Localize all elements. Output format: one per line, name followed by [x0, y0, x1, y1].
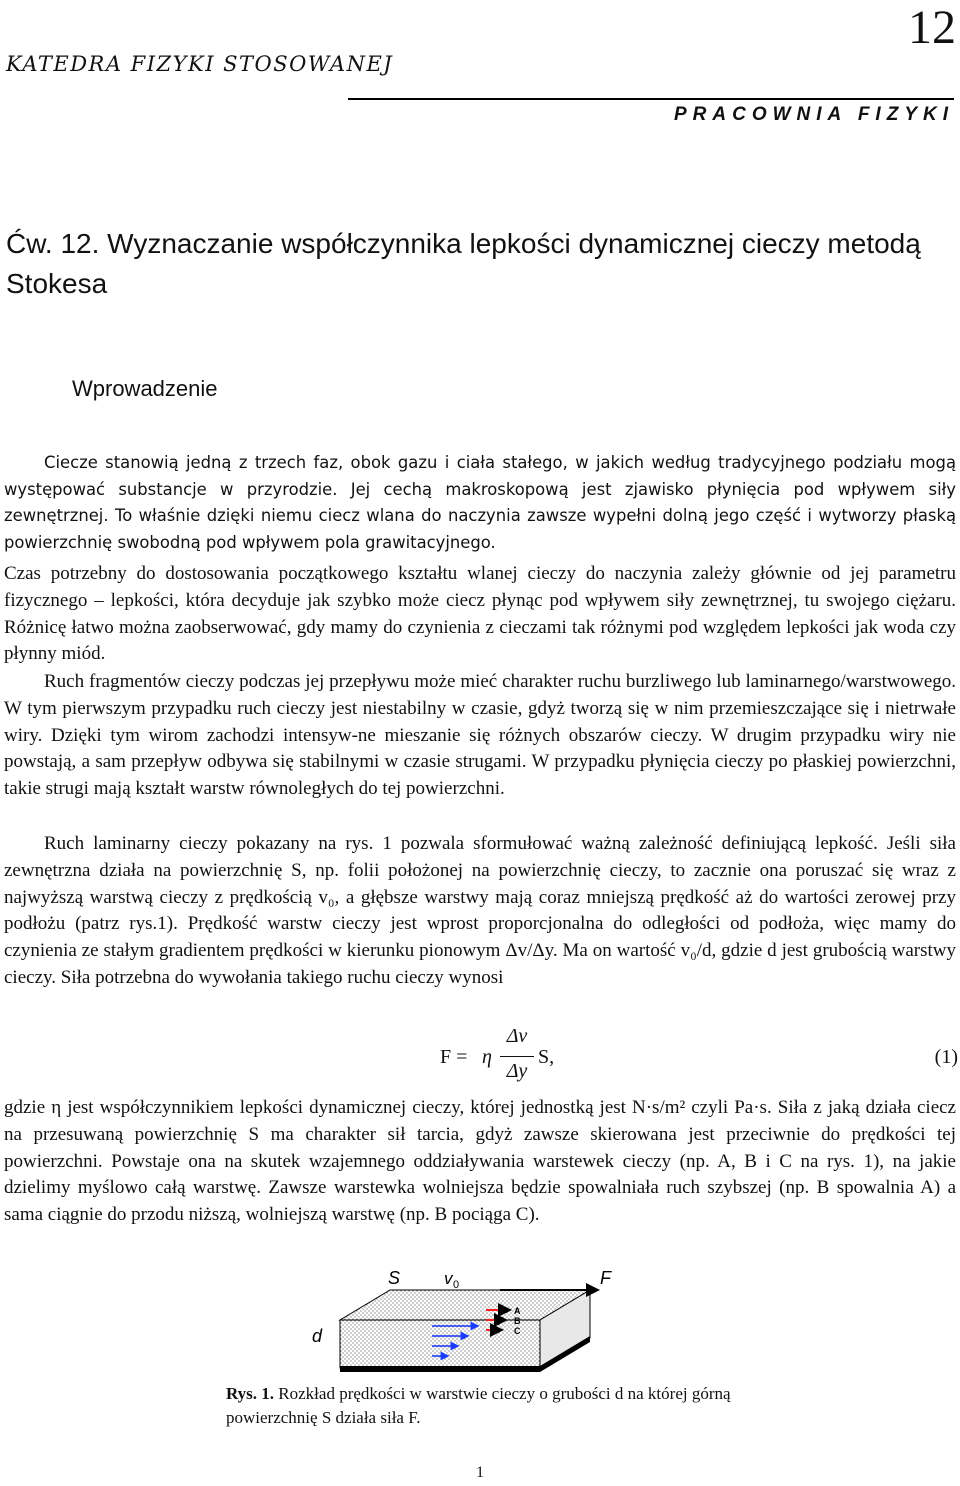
- fraction-bar: [500, 1056, 534, 1057]
- formula-fraction: [500, 1025, 534, 1088]
- document-title: Ćw. 12. Wyznaczanie współczynnika lepkości dynamicznej cieczy metodą Stokesa: [6, 228, 921, 299]
- department-name: KATEDRA FIZYKI STOSOWANEJ: [6, 52, 394, 76]
- paragraph-intro: Ciecze stanowią jedną z trzech faz, obok gazu i ciała stałego, w jakich według tradycyjnego podziału mogą występować substancje w przyrodzie. Jej cechą makroskopową jest zjawisko płynięcia pod wpływem siły zewnętrznej. To właśnie dzięki niemu ciecz wlana do naczynia zawsze wypełni dolną jego część i wytworzy płaską powierzchnię swobodną pod wpływem pola grawitacyjnego.: [4, 453, 956, 552]
- figure-laminar-flow: [300, 1270, 640, 1380]
- equation-1: [420, 1025, 960, 1091]
- block-front-face: [340, 1320, 540, 1368]
- equation-number: (1): [934, 1046, 958, 1068]
- section-heading: Wprowadzenie: [72, 376, 218, 401]
- label-d: d: [312, 1326, 323, 1346]
- label-v-subscript: 0: [453, 1279, 460, 1291]
- label-c: C: [514, 1326, 521, 1336]
- label-f: F: [600, 1270, 611, 1288]
- paragraph-viscosity: Czas potrzebny do dostosowania początkowego kształtu wlanej cieczy do naczynia zależy głównie od jej parametru fizycznego – lepkości, która decyduje jak szybko może ciecz płynąc pod wpływem siły zewnętrznej, tu swojego ciężaru. Różnicę łatwo można zaobserwować, gdy mamy do czynienia z cieczami tak różnymi pod względem lepkości jak woda czy płynny miód.: [4, 563, 956, 665]
- header-rule: [348, 98, 954, 100]
- block-base: [340, 1366, 540, 1372]
- label-v: v: [444, 1270, 453, 1288]
- paragraph-flow-types: Ruch fragmentów cieczy podczas jej przepływu może mieć charakter ruchu burzliwego lub laminarnego/warstwowego. W tym pierwszym przypadku ruch cieczy jest niestabilny w czasie, gdyż tworzą się w nim przemieszczające się i nietrwałe wiry. Dzięki tym wirom zachodzi intensyw-ne mieszanie się różnych obszarów cieczy. W drugim przypadku wiry nie powstają, a sam przepływ odbywa się stabilnymi w czasie strugami. W przypadku płynięcia cieczy po płaskiej powierzchni, takie strugi mają kształt warstw równoległych do tej powierzchni.: [4, 671, 956, 800]
- formula-numerator: Δv: [506, 1025, 528, 1047]
- lab-name: PRACOWNIA FIZYKI: [673, 104, 954, 125]
- paragraph-definition: gdzie η jest współczynnikiem lepkości dynamicznej cieczy, której jednostką jest N·s/m² czyli Pa·s. Siła z jaką działa ciecz na przesuwaną powierzchnię S ma charakter sił tarcia, gdyż zawsze skierowana jest przeciwnie do prędkości tej powierzchni. Powstaje ona na skutek wzajemnego oddziaływania warstewek cieczy (np. A, B i C na rys. 1), na jakie dzielimy myślowo całą warstwę. Zawsze warstewka wolniejsza będzie spowalniała ruch szybszej (np. B spowalnia A) a sama ciągnie do przodu niższą, wolniejszą warstwę (np. B pociąga C).: [4, 1097, 956, 1226]
- label-s: S: [388, 1270, 401, 1288]
- formula-denominator: Δy: [506, 1060, 528, 1082]
- formula-rhs: S,: [538, 1046, 555, 1068]
- caption-text: Rozkład prędkości w warstwie cieczy o grubości d na której górną powierzchnię S działa siła F.: [226, 1384, 731, 1427]
- exercise-number: 12: [908, 1, 956, 54]
- paragraph-laminar: Ruch laminarny cieczy pokazany na rys. 1 pozwala sformułować ważną zależność definiującą lepkość. Jeśli siła zewnętrzna działa na powierzchnię S, np. folii położonej na powierzchnię cieczy, to zacznie ona poruszać się wraz z najwyższą warstwą cieczy z prędkością v₀, a głębsze warstwy mają coraz mniejszą prędkość aż do wartości zerowej przy podłożu (patrz rys.1). Prędkość warstw cieczy jest wprost proporcjonalna do odległości od podłoża, więc mamy do czynienia ze stałym gradientem prędkości w kierunku pionowym Δv/Δy. Ma on wartość v₀/d, gdzie d jest grubością warstwy cieczy. Siła potrzebna do wywołania takiego ruchu cieczy wynosi: [4, 833, 956, 988]
- page-number: 1: [476, 1464, 484, 1481]
- formula-eta: η: [482, 1046, 492, 1068]
- formula-lhs: F =: [440, 1046, 468, 1068]
- label-a: A: [514, 1306, 521, 1316]
- figure-caption: [226, 1382, 786, 1430]
- label-b: B: [514, 1316, 521, 1326]
- caption-label: Rys. 1.: [226, 1384, 275, 1403]
